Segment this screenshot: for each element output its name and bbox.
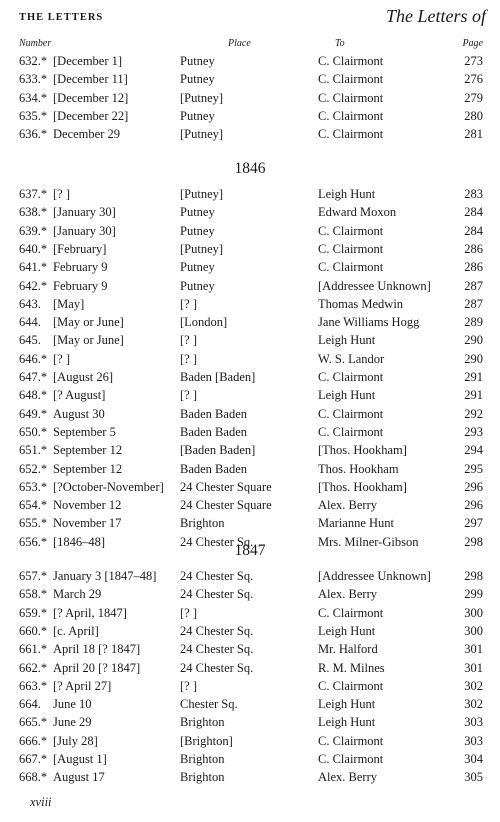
letter-number: 668.*: [19, 770, 48, 785]
letter-date: November 17: [53, 516, 122, 531]
letter-place: 24 Chester Square: [180, 479, 272, 494]
letter-place: [Brighton]: [180, 733, 233, 748]
letter-row: [0, 203, 500, 221]
letter-page: 281: [464, 127, 483, 142]
letter-recipient: Marianne Hunt: [318, 516, 395, 531]
letter-row: [0, 89, 500, 107]
column-header-number: Number: [19, 38, 52, 49]
letter-recipient: C. Clairmont: [318, 241, 384, 256]
letter-recipient: Thos. Hookham: [318, 461, 399, 476]
column-header-to: To: [335, 38, 345, 49]
letter-date: August 17: [53, 770, 105, 785]
letter-row: [0, 640, 500, 658]
letter-page: 276: [464, 72, 483, 87]
letter-date: [January 30]: [53, 205, 116, 220]
letter-place: Brighton: [180, 516, 225, 531]
letter-recipient: Jane Williams Hogg: [318, 315, 420, 330]
letter-row: [0, 185, 500, 203]
letter-page: 300: [464, 623, 483, 638]
letter-date: [? August]: [53, 388, 106, 403]
letter-date: [December 12]: [53, 90, 129, 105]
letter-recipient: [Thos. Hookham]: [318, 443, 407, 458]
letter-number: 660.*: [19, 623, 48, 638]
letter-number: 647.*: [19, 370, 48, 384]
letter-row: [0, 240, 500, 258]
letter-row: [0, 622, 500, 640]
letter-place: Baden [Baden]: [180, 370, 256, 384]
letter-row: [0, 295, 500, 313]
letter-date: September 12: [53, 461, 123, 476]
letter-recipient: R. M. Milnes: [318, 660, 385, 675]
letter-row: [0, 125, 500, 143]
letter-page: 305: [464, 770, 483, 785]
letter-place: 24 Chester Sq.: [180, 587, 254, 602]
letter-recipient: C. Clairmont: [318, 733, 384, 748]
letter-number: 646.*: [19, 351, 48, 366]
letter-row: [0, 567, 500, 585]
letter-recipient: Leigh Hunt: [318, 697, 376, 712]
letter-page: 289: [464, 315, 483, 330]
letter-number: 641.*: [19, 260, 48, 275]
letter-date: [? ]: [53, 187, 70, 201]
letter-number: 665.*: [19, 715, 48, 730]
letter-row: [0, 604, 500, 622]
letter-recipient: C. Clairmont: [318, 678, 384, 693]
letter-place: Putney: [180, 278, 215, 293]
letter-number: 659.*: [19, 605, 48, 620]
letter-page: 296: [464, 498, 483, 513]
letter-page: 299: [464, 587, 483, 602]
letter-place: [Putney]: [180, 241, 224, 256]
letter-row: [0, 386, 500, 404]
letter-number: 645.: [19, 333, 41, 348]
letter-page: 291: [464, 388, 483, 403]
letter-row: [0, 750, 500, 768]
letter-number: 643.: [19, 296, 41, 311]
letter-page: 290: [464, 351, 483, 366]
letter-recipient: Thomas Medwin: [318, 296, 404, 311]
letter-page: 290: [464, 333, 483, 348]
letter-recipient: Alex. Berry: [318, 770, 378, 785]
letter-recipient: C. Clairmont: [318, 108, 384, 123]
letter-number: 655.*: [19, 516, 48, 531]
letter-date: [December 22]: [53, 108, 129, 123]
letter-page: 293: [464, 424, 483, 439]
letter-place: [Putney]: [180, 90, 224, 105]
letter-row: [0, 695, 500, 713]
letter-recipient: W. S. Landor: [318, 351, 385, 366]
letter-row: [0, 222, 500, 240]
letter-place: Baden Baden: [180, 461, 247, 476]
letter-place: Putney: [180, 54, 215, 68]
letter-number: 657.*: [19, 569, 48, 583]
letter-page: 303: [464, 715, 483, 730]
letter-page: 300: [464, 605, 483, 620]
letter-recipient: C. Clairmont: [318, 406, 384, 421]
letter-page: 286: [464, 241, 483, 256]
letter-place: 24 Chester Sq.: [180, 660, 254, 675]
letter-place: Brighton: [180, 715, 225, 730]
letter-row: [0, 768, 500, 786]
letter-number: 652.*: [19, 461, 48, 476]
letter-place: [Baden Baden]: [180, 443, 256, 458]
letter-number: 656.*: [19, 534, 48, 549]
letter-page: 298: [464, 569, 483, 583]
letter-number: 653.*: [19, 479, 48, 494]
letter-place: Baden Baden: [180, 424, 247, 439]
letter-date: [May or June]: [53, 333, 124, 348]
letter-recipient: [Thos. Hookham]: [318, 479, 407, 494]
letter-number: 640.*: [19, 241, 48, 256]
letter-date: [? ]: [53, 351, 70, 366]
letter-recipient: Leigh Hunt: [318, 333, 376, 348]
letter-recipient: C. Clairmont: [318, 90, 384, 105]
letter-number: 650.*: [19, 424, 48, 439]
letter-date: February 9: [53, 260, 108, 275]
letter-place: Brighton: [180, 752, 225, 766]
letter-date: [January 30]: [53, 223, 116, 238]
letter-recipient: Mrs. Milner-Gibson: [318, 534, 419, 549]
letter-place: [London]: [180, 315, 228, 330]
letter-page: 302: [464, 697, 483, 712]
letter-recipient: C. Clairmont: [318, 424, 384, 439]
letter-place: Chester Sq.: [180, 697, 238, 712]
letter-date: [August 1]: [53, 752, 107, 766]
letter-place: Baden Baden: [180, 406, 247, 421]
letter-place: [? ]: [180, 351, 197, 366]
letter-page: 286: [464, 260, 483, 275]
letter-number: 648.*: [19, 388, 48, 403]
letter-place: [? ]: [180, 388, 197, 403]
letter-recipient: [Addressee Unknown]: [318, 569, 431, 583]
letter-recipient: Alex. Berry: [318, 587, 378, 602]
letter-page: 302: [464, 678, 483, 693]
letter-date: September 5: [53, 424, 116, 439]
letter-date: April 20 [? 1847]: [53, 660, 141, 675]
letter-row: [0, 514, 500, 532]
letter-number: 667.*: [19, 752, 48, 766]
letter-page: 303: [464, 733, 483, 748]
letter-row: [0, 423, 500, 441]
letter-number: 661.*: [19, 642, 48, 657]
letter-row: [0, 460, 500, 478]
letter-number: 639.*: [19, 223, 48, 238]
letter-date: April 18 [? 1847]: [53, 642, 141, 657]
letter-page: 284: [464, 223, 483, 238]
letter-number: 666.*: [19, 733, 48, 748]
letter-date: [c. April]: [53, 623, 99, 638]
letter-number: 637.*: [19, 187, 48, 201]
letter-recipient: C. Clairmont: [318, 54, 384, 68]
letter-place: [? ]: [180, 333, 197, 348]
letter-number: 636.*: [19, 127, 48, 142]
letter-date: [August 26]: [53, 370, 114, 384]
year-heading: 1846: [234, 160, 266, 177]
letter-number: 664.: [19, 697, 41, 712]
letter-page: 280: [464, 108, 483, 123]
letter-date: [December 11]: [53, 72, 128, 87]
letter-row: [0, 405, 500, 423]
letter-place: [? ]: [180, 296, 197, 311]
page-folio: xviii: [30, 795, 52, 809]
letter-recipient: C. Clairmont: [318, 370, 384, 384]
letter-page: 298: [464, 534, 483, 549]
letter-recipient: Mr. Halford: [318, 642, 378, 657]
letter-page: 279: [464, 90, 483, 105]
letter-page: 287: [464, 278, 483, 293]
letter-page: 301: [464, 660, 483, 675]
letter-place: [Putney]: [180, 187, 224, 201]
letter-place: 24 Chester Sq.: [180, 569, 254, 583]
letter-row: [0, 52, 500, 70]
letter-place: Putney: [180, 72, 215, 87]
column-header-page: Page: [462, 38, 483, 49]
letter-number: 644.: [19, 315, 41, 330]
letter-date: September 12: [53, 443, 123, 458]
letter-place: [Putney]: [180, 127, 224, 142]
letter-row: [0, 441, 500, 459]
letter-place: Putney: [180, 108, 215, 123]
letter-date: [May]: [53, 296, 85, 311]
running-head-right: The Letters of: [385, 6, 486, 26]
letter-recipient: [Addressee Unknown]: [318, 278, 431, 293]
letter-number: 649.*: [19, 406, 48, 421]
letter-date: November 12: [53, 498, 122, 513]
letter-page: 296: [464, 479, 483, 494]
letter-number: 642.*: [19, 278, 48, 293]
letter-number: 662.*: [19, 660, 48, 675]
letter-date: February 9: [53, 278, 108, 293]
letter-page: 294: [464, 443, 483, 458]
letter-row: [0, 350, 500, 368]
letter-recipient: C. Clairmont: [318, 72, 384, 87]
letter-recipient: Leigh Hunt: [318, 388, 376, 403]
letter-page: 284: [464, 205, 483, 220]
letter-place: 24 Chester Sq.: [180, 534, 254, 549]
letter-date: January 3 [1847–48]: [53, 569, 157, 583]
letter-page: 304: [464, 752, 483, 766]
letter-date: [July 28]: [53, 733, 98, 748]
letter-row: [0, 70, 500, 88]
letter-date: [1846–48]: [53, 534, 106, 549]
letter-page: 273: [464, 54, 483, 68]
letter-recipient: Leigh Hunt: [318, 623, 376, 638]
letter-row: [0, 677, 500, 695]
letter-date: December 29: [53, 127, 120, 142]
letter-page: 292: [464, 406, 483, 421]
letter-date: June 10: [53, 697, 92, 712]
letter-page: 287: [464, 296, 483, 311]
letter-recipient: C. Clairmont: [318, 223, 384, 238]
letter-place: 24 Chester Square: [180, 498, 272, 513]
letter-recipient: C. Clairmont: [318, 260, 384, 275]
letter-recipient: Alex. Berry: [318, 498, 378, 513]
letter-row: [0, 331, 500, 349]
letter-number: 638.*: [19, 205, 48, 220]
letter-number: 663.*: [19, 678, 48, 693]
letter-row: [0, 277, 500, 295]
letter-place: 24 Chester Sq.: [180, 642, 254, 657]
letter-date: June 29: [53, 715, 92, 730]
letter-number: 658.*: [19, 587, 48, 602]
letter-row: [0, 496, 500, 514]
letter-recipient: Leigh Hunt: [318, 187, 376, 201]
letter-place: [? ]: [180, 605, 197, 620]
letter-date: August 30: [53, 406, 105, 421]
letter-number: 651.*: [19, 443, 48, 458]
letter-date: [?October-November]: [53, 479, 164, 494]
letter-page: 295: [464, 461, 483, 476]
letter-page: 283: [464, 187, 483, 201]
letter-date: [February]: [53, 241, 107, 256]
letter-place: Brighton: [180, 770, 225, 785]
letter-number: 632.*: [19, 54, 48, 68]
letter-date: [? April 27]: [53, 678, 112, 693]
letter-row: [0, 585, 500, 603]
letter-number: 633.*: [19, 72, 48, 87]
letter-row: [0, 258, 500, 276]
letter-row: [0, 713, 500, 731]
letter-recipient: C. Clairmont: [318, 605, 384, 620]
letter-row: [0, 107, 500, 125]
letter-date: [December 1]: [53, 54, 123, 68]
letter-place: 24 Chester Sq.: [180, 623, 254, 638]
letter-date: [May or June]: [53, 315, 124, 330]
letter-number: 635.*: [19, 108, 48, 123]
letter-row: [0, 313, 500, 331]
letter-recipient: Edward Moxon: [318, 205, 397, 220]
letter-place: Putney: [180, 260, 215, 275]
running-head-left: THE LETTERS: [19, 12, 104, 23]
letter-row: [0, 368, 500, 386]
letter-page: 297: [464, 516, 483, 531]
letter-recipient: C. Clairmont: [318, 127, 384, 142]
letter-page: 301: [464, 642, 483, 657]
column-header-place: Place: [228, 38, 251, 49]
letter-number: 654.*: [19, 498, 48, 513]
letter-place: Putney: [180, 205, 215, 220]
letter-row: [0, 659, 500, 677]
letter-date: March 29: [53, 587, 102, 602]
letter-row: [0, 478, 500, 496]
letter-recipient: Leigh Hunt: [318, 715, 376, 730]
letter-number: 634.*: [19, 90, 48, 105]
letter-page: 291: [464, 370, 483, 384]
letter-recipient: C. Clairmont: [318, 752, 384, 766]
letter-place: Putney: [180, 223, 215, 238]
letter-date: [? April, 1847]: [53, 605, 127, 620]
letter-row: [0, 732, 500, 750]
letter-place: [? ]: [180, 678, 197, 693]
year-heading: 1847: [234, 542, 266, 559]
